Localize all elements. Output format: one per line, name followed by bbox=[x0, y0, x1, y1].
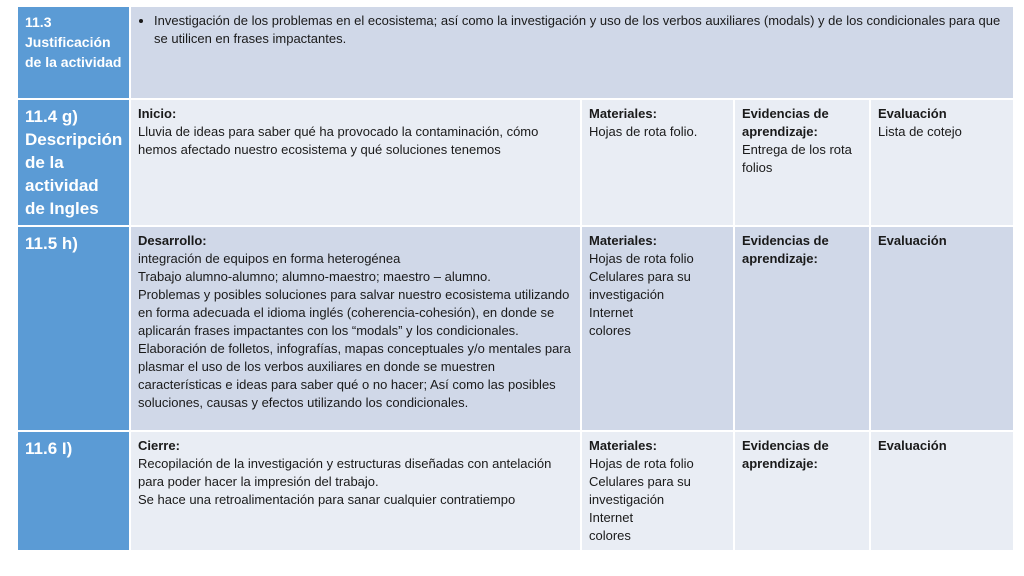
evaluation-cell bbox=[870, 431, 1014, 551]
evaluation-cell bbox=[870, 226, 1014, 431]
justification-list bbox=[138, 12, 1006, 48]
evaluation-label: Evaluación bbox=[878, 438, 947, 453]
row-heading: 11.6 I) bbox=[17, 431, 130, 551]
materials-line: Hojas de rota folio bbox=[589, 251, 694, 266]
materials-line: Hojas de rota folio. bbox=[589, 124, 698, 139]
evidence-label: Evidencias de aprendizaje: bbox=[742, 106, 829, 139]
justification-text: • Investigación de los problemas en el ecosistema; así como la investigación y uso de los verbos auxiliares (modals) y de los condicionales para que se utilicen en frases impactantes. bbox=[154, 12, 1006, 48]
justification-cell bbox=[130, 6, 1014, 99]
materials-cell bbox=[581, 99, 734, 226]
activity-label: Cierre: bbox=[138, 438, 180, 453]
evaluation-line: Lista de cotejo bbox=[878, 124, 962, 139]
activity-cell bbox=[130, 431, 581, 551]
activity-cell bbox=[130, 226, 581, 431]
activity-line: Trabajo alumno-alumno; alumno-maestro; maestro – alumno. bbox=[138, 269, 491, 284]
materials-line: Celulares para su investigación bbox=[589, 474, 691, 507]
activity-label: Inicio: bbox=[138, 106, 177, 121]
activity-cell bbox=[130, 99, 581, 226]
materials-line: Internet bbox=[589, 305, 634, 320]
activity-label: Desarrollo: bbox=[138, 233, 207, 248]
materials-cell bbox=[581, 431, 734, 551]
materials-line: Internet bbox=[589, 510, 634, 525]
activity-line: Se hace una retroalimentación para sanar cualquier contratiempo bbox=[138, 492, 516, 507]
row-heading: 11.4 g) Descripción de la actividad de Ingles bbox=[17, 99, 130, 226]
materials-line: colores bbox=[589, 528, 631, 543]
row-closing bbox=[17, 431, 1014, 551]
evidence-label: Evidencias de aprendizaje: bbox=[742, 438, 829, 471]
row-heading: 11.3 Justificación de la actividad bbox=[17, 6, 130, 99]
materials-label: Materiales: bbox=[589, 106, 657, 121]
evidence-cell bbox=[734, 99, 870, 226]
activity-line: Recopilación de la investigación y estructuras diseñadas con antelación para poder hacer la impresión del trabajo. bbox=[138, 456, 552, 489]
row-heading: 11.5 h) bbox=[17, 226, 130, 431]
evidence-line: Entrega de los rota folios bbox=[742, 142, 852, 175]
evaluation-label: Evaluación bbox=[878, 233, 947, 248]
row-justification bbox=[17, 6, 1014, 99]
row-development bbox=[17, 226, 1014, 431]
materials-line: Celulares para su investigación bbox=[589, 269, 691, 302]
materials-label: Materiales: bbox=[589, 233, 657, 248]
activity-line: Elaboración de folletos, infografías, mapas conceptuales y/o mentales para plasmar el uso de los verbos auxiliares en donde se muestren características e ideas para saber qué o no hacer; Así como las posibles soluciones, causas y efectos utilizando los condicionales. bbox=[138, 341, 571, 410]
evaluation-cell bbox=[870, 99, 1014, 226]
activity-line: Lluvia de ideas para saber qué ha provocado la contaminación, cómo hemos afectado nuestro ecosistema y qué soluciones tenemos bbox=[138, 124, 539, 157]
evaluation-label: Evaluación bbox=[878, 106, 947, 121]
activity-line: Problemas y posibles soluciones para salvar nuestro ecosistema utilizando en forma adecuada el idioma inglés (coherencia-cohesión), en donde se aplicarán frases impactantes con los “modals” y los condicionales. bbox=[138, 287, 570, 338]
evidence-cell bbox=[734, 226, 870, 431]
materials-line: colores bbox=[589, 323, 631, 338]
activity-table bbox=[16, 5, 1015, 552]
materials-cell bbox=[581, 226, 734, 431]
materials-label: Materiales: bbox=[589, 438, 657, 453]
evidence-cell bbox=[734, 431, 870, 551]
evidence-label: Evidencias de aprendizaje: bbox=[742, 233, 829, 266]
row-description bbox=[17, 99, 1014, 226]
materials-line: Hojas de rota folio bbox=[589, 456, 694, 471]
activity-line: integración de equipos en forma heterogénea bbox=[138, 251, 401, 266]
